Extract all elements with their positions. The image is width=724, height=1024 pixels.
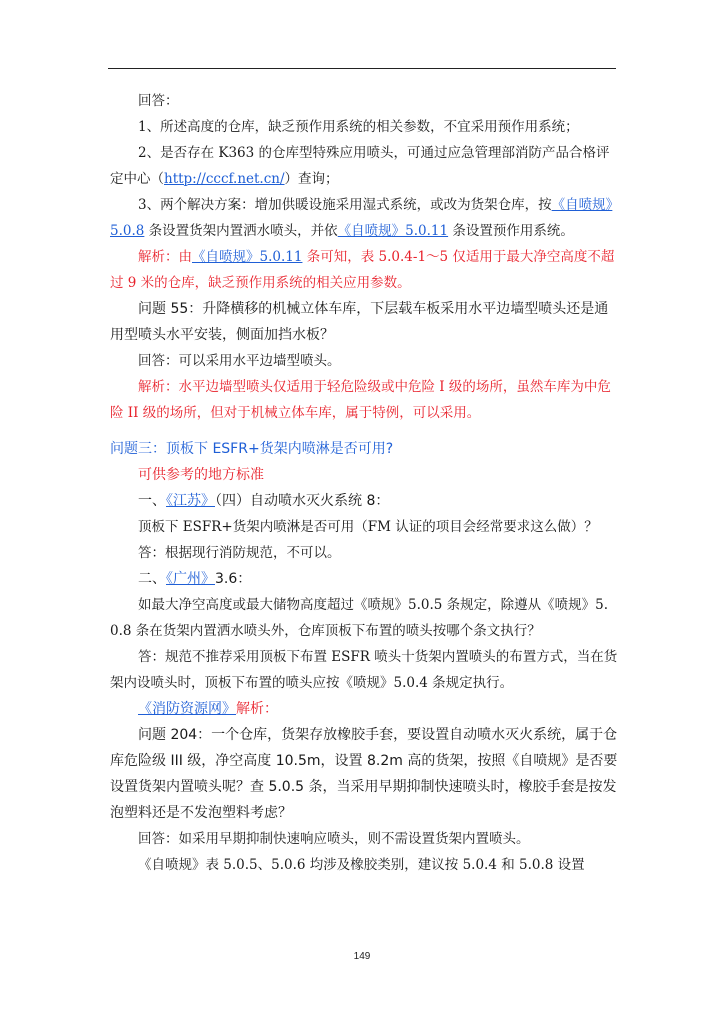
guangzhou-item: 二、《广州》3.6： — [138, 571, 252, 587]
question-204: 问题 204：一个仓库，货架存放橡胶手套，要设置自动喷水灭火系统，属于仓库危险级 III 级，净空高度 10.5m，设置 8.2m 高的货架，按照《自喷规》是否要设置货架内置喷头呢？查 5.0.5 条，当采用早期抑制快速喷头时，橡胶手套是按发泡塑料还是不发泡塑料考虑？ — [110, 727, 618, 821]
resource-net-link[interactable]: 《消防资源网》 — [138, 701, 236, 717]
section-heading-3: 问题三：顶板下 ESFR+货架内喷淋是否可用? — [110, 441, 394, 457]
question-55: 问题 55：升降横移的机械立体车库，下层载车板采用水平边墙型喷头还是通用型喷头水平安装，侧面加挡水板？ — [110, 301, 609, 343]
jiangsu-answer: 答：根据现行消防规范，不可以。 — [138, 545, 341, 561]
spacer — [110, 426, 618, 436]
answer-point-3: 3、两个解决方案：增加供暖设施采用湿式系统，或改为货架仓库，按《自喷规》5.0.8 条设置货架内置洒水喷头，并依《自喷规》5.0.11 条设置预作用系统。 — [110, 197, 613, 239]
answer-204-continued: 《自喷规》表 5.0.5、5.0.6 均涉及橡胶类别，建议按 5.0.4 和 5.0.8 设置 — [138, 857, 585, 873]
jiangsu-question: 顶板下 ESFR+货架内喷淋是否可用（FM 认证的项目会经常要求这么做）？ — [138, 519, 598, 535]
guangzhou-question: 如最大净空高度或最大储物高度超过《喷规》5.0.5 条规定，除遵从《喷规》5.0.8 条在货架内置洒水喷头外，仓库顶板下布置的喷头按哪个条文执行？ — [110, 597, 609, 639]
code-link-5-0-11[interactable]: 《自喷规》5.0.11 — [337, 223, 449, 239]
answer-point-1: 1、所述高度的仓库，缺乏预作用系统的相关参数，不宜采用预作用系统； — [138, 119, 579, 135]
guangzhou-answer: 答：规范不推荐采用顶板下布置 ESFR 喷头十货架内置喷头的布置方式，当在货架内设喷头时，顶板下布置的喷头应按《喷规》5.0.4 条规定执行。 — [110, 649, 618, 691]
page-number: 149 — [353, 951, 371, 962]
answer-point-2: 2、是否存在 K363 的仓库型特殊应用喷头，可通过应急管理部消防产品合格评定中心（http://cccf.net.cn/）查询； — [110, 145, 610, 187]
code-link-5-0-8[interactable]: 《自喷规》5.0.8 — [110, 197, 613, 239]
answer-204: 回答：如采用早期抑制快速响应喷头，则不需设置货架内置喷头。 — [138, 831, 530, 847]
jiangsu-item: 一、《江苏》（四）自动喷水灭火系统 8： — [138, 493, 390, 509]
cccf-link[interactable]: http://cccf.net.cn/ — [164, 171, 285, 187]
jiangsu-link[interactable]: 《江苏》 — [166, 493, 215, 509]
local-standards-heading: 可供参考的地方标准 — [138, 467, 264, 483]
resource-net-item: 《消防资源网》解析： — [138, 701, 278, 717]
header-rule — [108, 68, 616, 69]
analysis-code-link[interactable]: 《自喷规》5.0.11 — [192, 249, 303, 265]
page-content — [110, 88, 618, 878]
analysis-55: 解析：水平边墙型喷头仅适用于轻危险级或中危险 I 级的场所，虽然车库为中危险 II 级的场所，但对于机械立体车库，属于特例，可以采用。 — [110, 379, 611, 421]
guangzhou-link[interactable]: 《广州》 — [166, 571, 215, 587]
answer-55: 回答：可以采用水平边墙型喷头。 — [138, 353, 341, 369]
analysis-1: 解析：由《自喷规》5.0.11 条可知，表 5.0.4-1～5 仅适用于最大净空高度不超过 9 米的仓库，缺乏预作用系统的相关应用参数。 — [110, 249, 615, 291]
answer-label: 回答： — [138, 93, 179, 109]
